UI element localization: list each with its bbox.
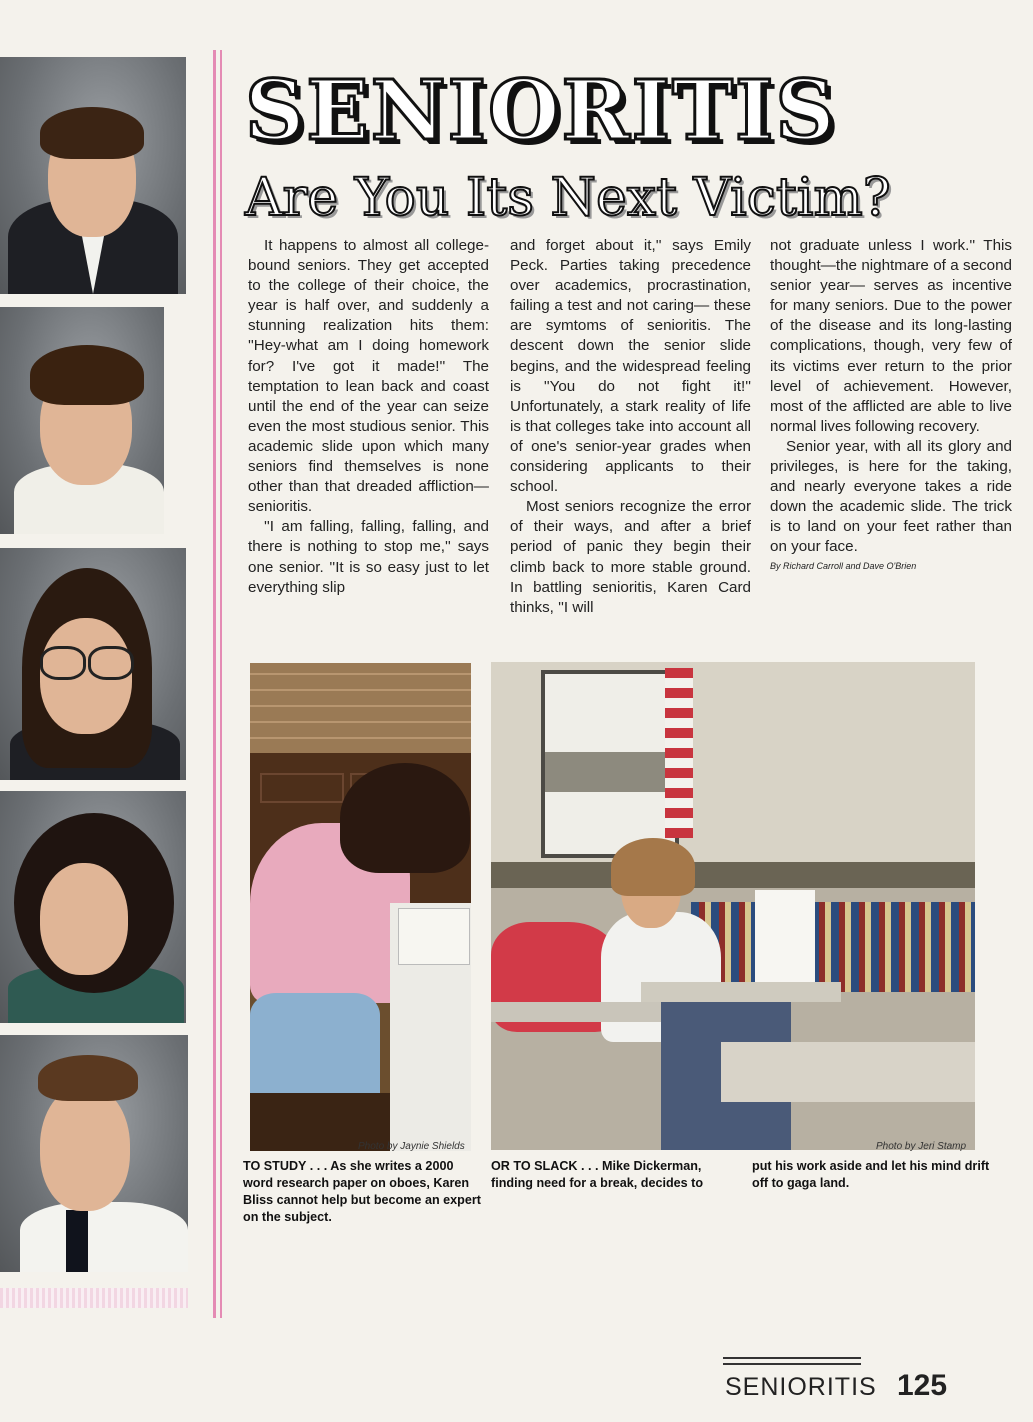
photo-credit-left: Photo by Jaynie Shields — [358, 1141, 465, 1152]
col2-paragraph: and forget about it,'' says Emily Peck. Parties taking precedence over academics, procrastination, failing a test and not caring— these are symtoms of senioritis. The descent down the senior slide begins, and the widespread feeling is ''You do not fight it!'' Unfortunately, a stark reality of life is that colleges take into account all of one's senior-year grades when considering applicants to their school. — [510, 237, 751, 496]
caption-middle: OR TO SLACK . . . Mike Dickerman, finding need for a break, decides to — [491, 1159, 704, 1190]
footer-section-label: SENIORITIS — [725, 1373, 877, 1401]
portrait-1 — [0, 57, 186, 294]
footer-rule-top — [723, 1357, 861, 1359]
col2-paragraph: Most seniors recognize the error of their ways, and after a brief period of panic they begin their climb back to more stable ground. In battling senioritis, Karen Card thinks, ''I will — [510, 498, 751, 616]
caption-right: put his work aside and let his mind drift off to gaga land. — [752, 1159, 990, 1190]
pink-texture-strip — [0, 1288, 188, 1308]
pink-rule-right — [220, 50, 222, 1318]
portrait-3 — [0, 548, 186, 780]
byline: By Richard Carroll and Dave O'Brien — [770, 560, 917, 571]
article-column-1 — [248, 236, 489, 598]
portrait-5 — [0, 1035, 188, 1272]
footer-rule-bottom — [723, 1363, 861, 1365]
pink-rule-left — [213, 50, 216, 1318]
col1-paragraph: ''I am falling, falling, falling, and there is nothing to stop me,'' says one senior. ''It is so easy just to let everything slip — [248, 518, 489, 596]
portrait-4 — [0, 791, 186, 1023]
headline-title: SENIORITIS — [245, 63, 837, 159]
col3-paragraph: not graduate unless I work.'' This thought—the nightmare of a second senior year— serves as incentive for many seniors. Due to the power of the disease and its long-lasting complications, though, very few of its victims ever return to the prior level of achievement. However, most of the afflicted are able to live normal lives following recovery. — [770, 237, 1012, 435]
caption-left: TO STUDY . . . As she writes a 2000 word research paper on oboes, Karen Bliss cannot help but become an expert on the subject. — [243, 1159, 481, 1224]
col1-paragraph: It happens to almost all college-bound seniors. They get accepted to the college of their choice, the year is half over, and suddenly a stunning realization hits them: ''Hey-what am I doing homework for? I've got it made!'' The temptation to lean back and coast until the end of the year can seize even the most studious senior. This academic slide upon which many seniors find themselves is none other than that dreaded affliction— senioritis. — [248, 237, 489, 516]
photo-studying — [250, 663, 471, 1151]
article-column-3 — [770, 236, 1012, 572]
headline-subtitle: Are You Its Next Victim? — [245, 168, 891, 228]
portrait-2 — [0, 307, 164, 534]
page-number: 125 — [897, 1369, 948, 1402]
photo-credit-right: Photo by Jeri Stamp — [876, 1141, 967, 1152]
article-column-2 — [510, 236, 751, 618]
photo-slacking — [491, 662, 975, 1150]
col3-paragraph: Senior year, with all its glory and privileges, is here for the taking, and nearly everyone takes a ride down the academic slide. The trick is to land on your feet rather than on your face. — [770, 437, 1012, 556]
